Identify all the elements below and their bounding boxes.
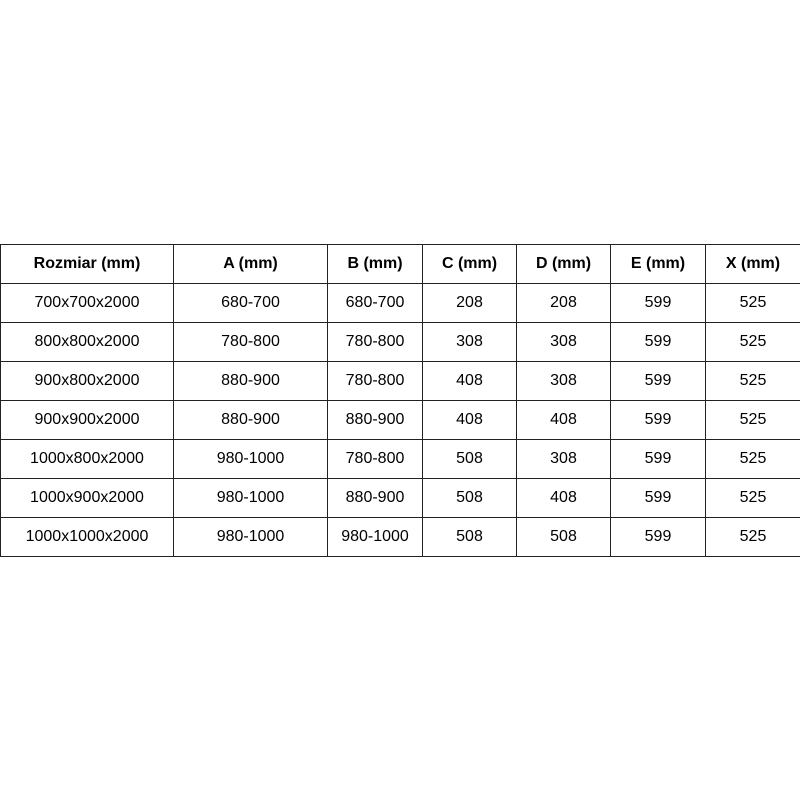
cell-x: 525 (706, 440, 800, 479)
cell-size: 900x800x2000 (1, 362, 174, 401)
table-row (1, 440, 800, 479)
cell-a: 980-1000 (174, 440, 328, 479)
cell-d: 308 (517, 323, 611, 362)
cell-size: 1000x900x2000 (1, 479, 174, 518)
cell-e: 599 (611, 323, 706, 362)
cell-c: 408 (423, 362, 517, 401)
cell-size: 900x900x2000 (1, 401, 174, 440)
cell-x: 525 (706, 401, 800, 440)
header-a: A (mm) (174, 245, 328, 284)
cell-c: 308 (423, 323, 517, 362)
cell-c: 508 (423, 518, 517, 557)
cell-c: 208 (423, 284, 517, 323)
cell-c: 508 (423, 440, 517, 479)
cell-a: 880-900 (174, 401, 328, 440)
header-e: E (mm) (611, 245, 706, 284)
table-row (1, 479, 800, 518)
cell-a: 780-800 (174, 323, 328, 362)
header-x: X (mm) (706, 245, 800, 284)
cell-d: 308 (517, 362, 611, 401)
cell-b: 880-900 (328, 401, 423, 440)
cell-a: 980-1000 (174, 518, 328, 557)
table-row (1, 284, 800, 323)
cell-x: 525 (706, 518, 800, 557)
cell-e: 599 (611, 362, 706, 401)
cell-b: 780-800 (328, 440, 423, 479)
cell-a: 680-700 (174, 284, 328, 323)
size-table-container (0, 244, 800, 557)
cell-e: 599 (611, 284, 706, 323)
table-row (1, 362, 800, 401)
cell-c: 508 (423, 479, 517, 518)
table-row (1, 518, 800, 557)
cell-size: 700x700x2000 (1, 284, 174, 323)
header-b: B (mm) (328, 245, 423, 284)
size-table (0, 244, 800, 557)
header-c: C (mm) (423, 245, 517, 284)
cell-b: 780-800 (328, 362, 423, 401)
cell-x: 525 (706, 362, 800, 401)
cell-d: 508 (517, 518, 611, 557)
cell-d: 208 (517, 284, 611, 323)
cell-b: 680-700 (328, 284, 423, 323)
cell-size: 1000x800x2000 (1, 440, 174, 479)
cell-e: 599 (611, 518, 706, 557)
cell-c: 408 (423, 401, 517, 440)
cell-e: 599 (611, 440, 706, 479)
cell-size: 1000x1000x2000 (1, 518, 174, 557)
cell-a: 880-900 (174, 362, 328, 401)
cell-d: 408 (517, 479, 611, 518)
cell-d: 308 (517, 440, 611, 479)
cell-x: 525 (706, 479, 800, 518)
cell-size: 800x800x2000 (1, 323, 174, 362)
cell-e: 599 (611, 401, 706, 440)
table-row (1, 323, 800, 362)
cell-d: 408 (517, 401, 611, 440)
header-d: D (mm) (517, 245, 611, 284)
cell-x: 525 (706, 284, 800, 323)
cell-e: 599 (611, 479, 706, 518)
cell-b: 880-900 (328, 479, 423, 518)
table-row (1, 401, 800, 440)
cell-a: 980-1000 (174, 479, 328, 518)
table-header-row (1, 245, 800, 284)
cell-b: 780-800 (328, 323, 423, 362)
cell-x: 525 (706, 323, 800, 362)
header-size: Rozmiar (mm) (1, 245, 174, 284)
cell-b: 980-1000 (328, 518, 423, 557)
